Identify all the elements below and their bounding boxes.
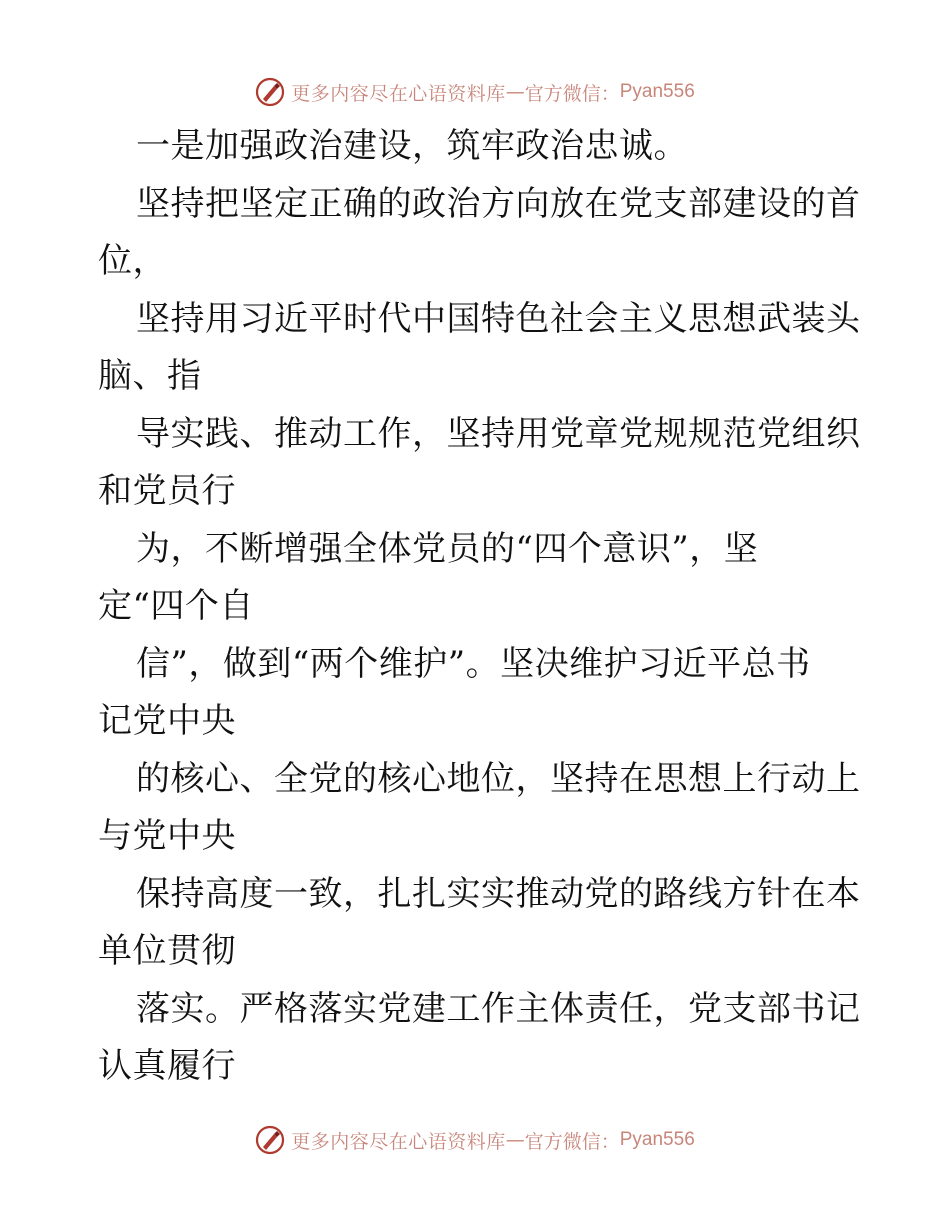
pen-logo-icon — [255, 77, 285, 107]
watermark-wechat-label: 官方微信： — [524, 1130, 620, 1153]
text-line: 的核心、全党的核心地位，坚持在思想上行动上 — [136, 758, 861, 799]
header-watermark — [0, 72, 950, 112]
text-line: 导实践、推动工作，坚持用党章党规规范党组织 — [136, 413, 861, 454]
watermark-wechat-label: 官方微信： — [524, 82, 620, 105]
watermark-wechat-id: Pyan556 — [619, 1129, 695, 1150]
watermark-separator: — — [505, 1129, 525, 1151]
text-line: 脑、指 — [98, 356, 202, 396]
text-line: 落实。严格落实党建工作主体责任，党支部书记 — [136, 988, 861, 1029]
text-line: 坚持用习近平时代中国特色社会主义思想武装头 — [136, 298, 861, 339]
pen-logo-icon — [255, 1125, 285, 1155]
text-line: 和党员行 — [98, 471, 236, 511]
watermark-separator: — — [505, 81, 525, 103]
footer-watermark — [0, 1120, 950, 1160]
text-line: 位， — [98, 241, 167, 281]
watermark-title: 更多内容尽在心语资料库 — [291, 82, 506, 105]
text-line: 一是加强政治建设，筑牢政治忠诚。 — [136, 126, 688, 166]
text-line: 记党中央 — [98, 701, 236, 741]
text-line: 认真履行 — [98, 1046, 236, 1086]
text-line: 单位贯彻 — [98, 931, 236, 971]
text-line: 为，不断增强全体党员的“四个意识”，坚 — [136, 528, 759, 569]
document-body — [98, 118, 861, 1096]
watermark-wechat-id: Pyan556 — [619, 81, 695, 102]
text-line: 定“四个自 — [98, 586, 254, 626]
text-line: 信”，做到“两个维护”。坚决维护习近平总书 — [136, 643, 811, 684]
text-line: 坚持把坚定正确的政治方向放在党支部建设的首 — [136, 183, 861, 224]
text-line: 保持高度一致，扎扎实实推动党的路线方针在本 — [136, 873, 861, 914]
watermark-title: 更多内容尽在心语资料库 — [291, 1130, 506, 1153]
text-line: 与党中央 — [98, 816, 236, 856]
